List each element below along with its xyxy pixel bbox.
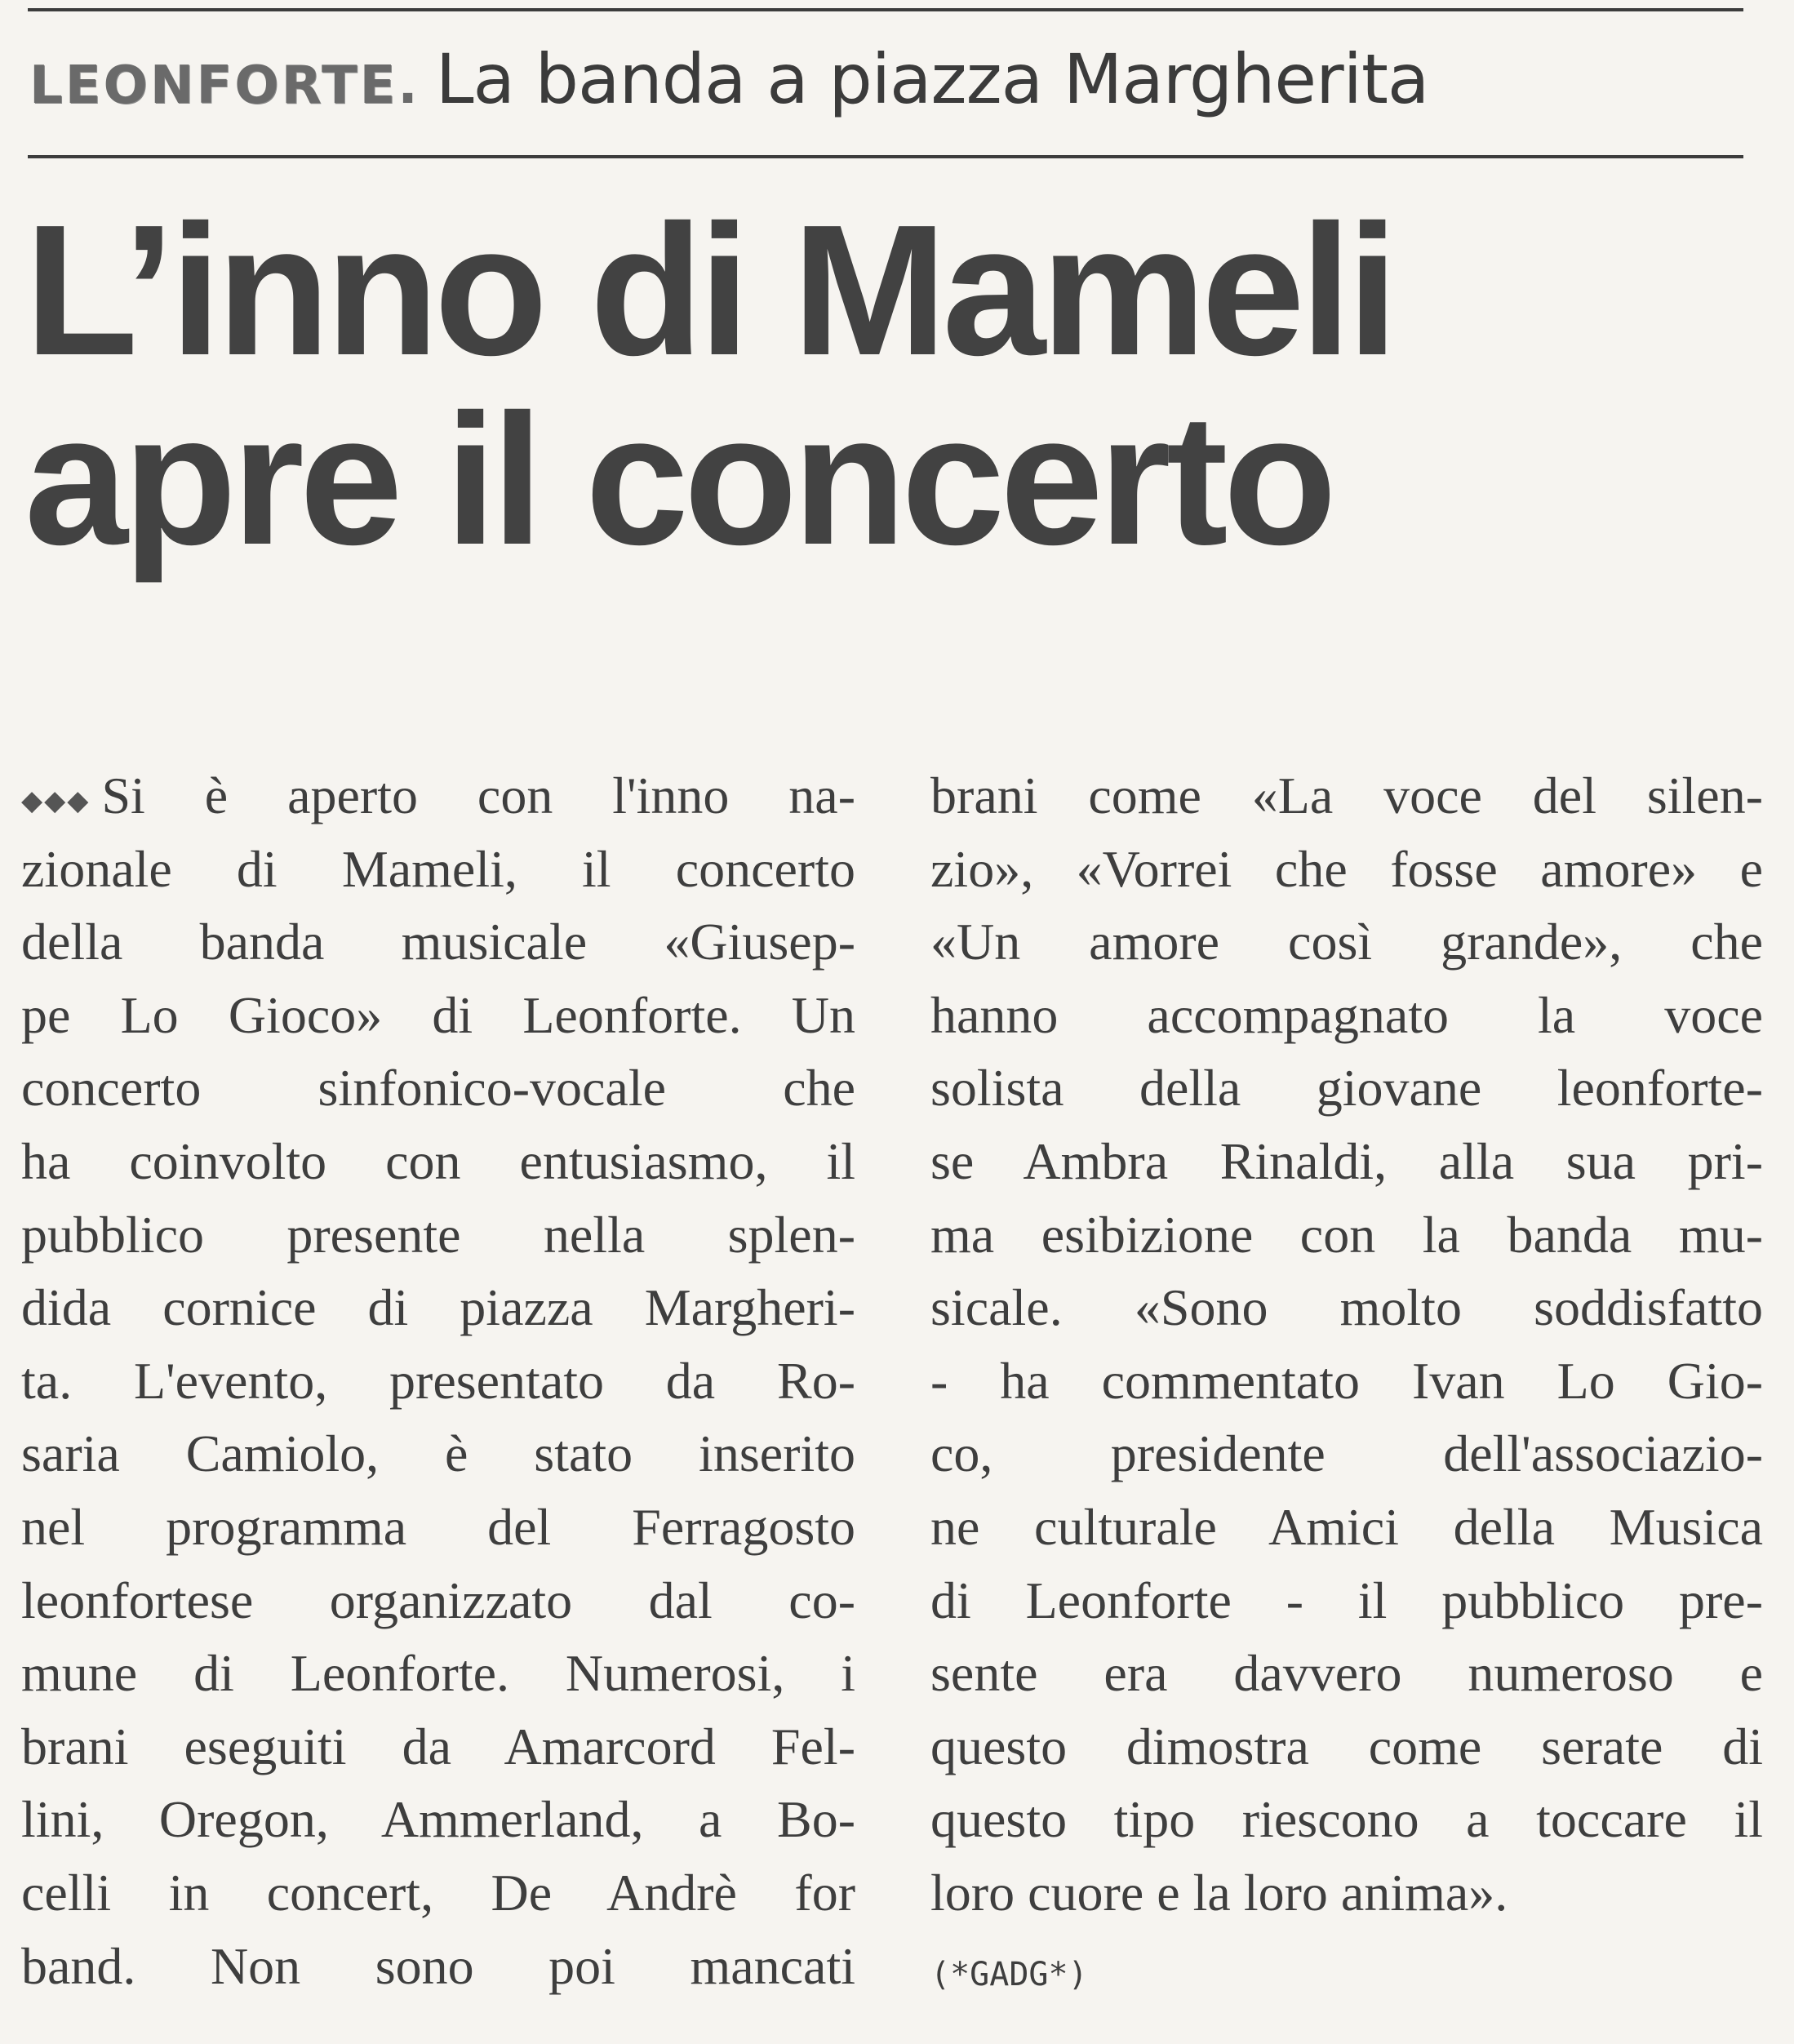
text-line: brani come «La voce del silen-	[930, 766, 1763, 824]
lead-marker-icon: ◆◆◆	[21, 784, 91, 817]
top-rule	[28, 8, 1743, 11]
text-line: zionale di Mameli, il concerto	[21, 839, 855, 898]
article-column-left	[21, 759, 855, 2002]
text-line: solista della giovane leonforte-	[930, 1059, 1763, 1118]
text-line: band. Non sono poi mancati	[21, 1936, 855, 1995]
header-rule	[28, 155, 1743, 158]
headline-line-2: apre il concerto	[24, 376, 1332, 584]
kicker-place: LEONFORTE	[29, 56, 398, 116]
text-line: concerto sinfonico-vocale che	[21, 1059, 855, 1118]
article-column-right	[930, 759, 1763, 1930]
text-line: questo dimostra come serate di	[930, 1717, 1763, 1775]
text-line: loro cuore e la loro anima».	[930, 1863, 1508, 1922]
text-line: lini, Oregon, Ammerland, a Bo-	[21, 1790, 855, 1849]
text-line: ha coinvolto con entusiasmo, il	[21, 1131, 855, 1190]
kicker-separator: .	[397, 56, 418, 116]
text-line: della banda musicale «Giusep-	[21, 913, 855, 971]
kicker-subtitle: La banda a piazza Margherita	[435, 39, 1429, 119]
text-line: hanno accompagnato la voce	[930, 985, 1763, 1044]
text-line: zio», «Vorrei che fosse amore» e	[930, 839, 1763, 898]
text-line: pe Lo Gioco» di Leonforte. Un	[21, 985, 855, 1044]
author-signature: (*GADG*)	[930, 1956, 1088, 1993]
text-line: sicale. «Sono molto soddisfatto	[930, 1278, 1763, 1337]
text-line: - ha commentato Ivan Lo Gio-	[930, 1351, 1763, 1410]
text-line: mune di Leonforte. Numerosi, i	[21, 1644, 855, 1703]
text-line: brani eseguiti da Amarcord Fel-	[21, 1717, 855, 1775]
text-line: dida cornice di piazza Margheri-	[21, 1278, 855, 1337]
headline-line-1: L’inno di Mameli	[24, 187, 1394, 394]
text-line: leonfortese organizzato dal co-	[21, 1571, 855, 1629]
text-line: co, presidente dell'associazio-	[930, 1424, 1763, 1483]
text-line: nel programma del Ferragosto	[21, 1497, 855, 1556]
text-line: ◆◆◆ Si è aperto con l'inno na-	[21, 759, 855, 833]
text-line: «Un amore così grande», che	[930, 913, 1763, 971]
text-line: sente era davvero numeroso e	[930, 1644, 1763, 1703]
headline	[24, 187, 1738, 584]
text-line: ta. L'evento, presentato da Ro-	[21, 1351, 855, 1410]
text-line: saria Camiolo, è stato inserito	[21, 1424, 855, 1483]
text-line: ma esibizione con la banda mu-	[930, 1205, 1763, 1264]
kicker	[29, 39, 1428, 129]
text-line: se Ambra Rinaldi, alla sua pri-	[930, 1131, 1763, 1190]
text-line: ne culturale Amici della Musica	[930, 1497, 1763, 1556]
text-line: pubblico presente nella splen-	[21, 1205, 855, 1264]
text-line: di Leonforte - il pubblico pre-	[930, 1571, 1763, 1629]
text-line: questo tipo riescono a toccare il	[930, 1790, 1763, 1849]
text-line: celli in concert, De Andrè for	[21, 1863, 855, 1922]
